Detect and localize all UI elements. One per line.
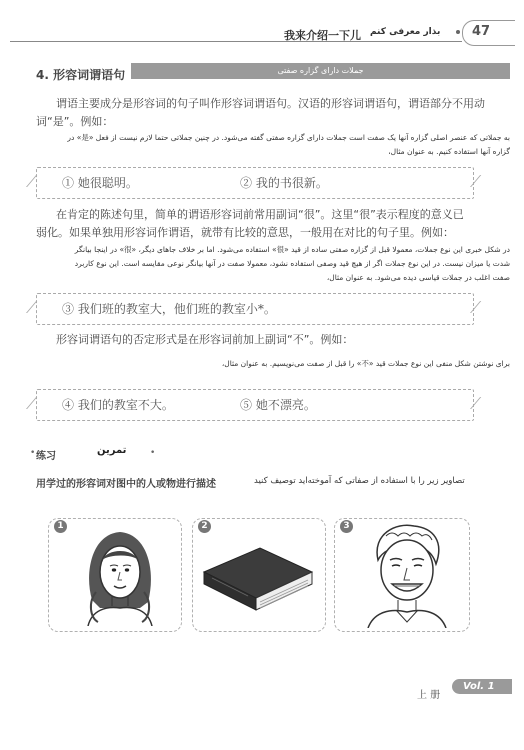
section-band-fa: جملات دارای گزاره صفتی — [277, 66, 364, 75]
practice-instruction-fa: تصاویر زیر را با استفاده از صفاتی که آموخته‌اید توصیف کنید — [254, 476, 465, 486]
header-title-fa: بذار معرفی کنم — [370, 27, 441, 37]
header-rule — [10, 41, 462, 42]
chevron-right-icon: ⟋ — [470, 298, 482, 317]
chevron-left-icon: ⟋ — [26, 172, 38, 191]
header-dot — [456, 30, 460, 34]
para1-fa-line1: به جملاتی که عنصر اصلی گزاره آنها یک صفت است جملات دارای گزاره صفتی گفته می‌شود. در چنین جملاتی حتما لازم نیست از فعل «是» در — [67, 133, 510, 142]
chevron-right-icon: ⟋ — [470, 172, 482, 191]
para1-zh-line2: 词“是”。例如： — [36, 115, 114, 128]
page-number: 47 — [472, 24, 491, 39]
picture-number-1: 1 — [54, 520, 67, 533]
picture-number-2: 2 — [198, 520, 211, 533]
example-5: ⑤ 她不漂亮。 — [240, 398, 316, 412]
smiling-man-icon — [356, 520, 456, 628]
footer-volume-zh: 上 册 — [417, 690, 441, 701]
book-icon — [198, 534, 318, 620]
practice-label-fa: تمرین — [97, 445, 127, 456]
chevron-left-icon: ⟋ — [26, 394, 38, 413]
para3-zh-line1: 形容词谓语句的否定形式是在形容词前加上副词“不”。例如： — [56, 333, 354, 346]
bullet-icon: • — [150, 448, 156, 458]
volume-label: Vol. 1 — [463, 681, 495, 692]
example-4: ④ 我们的教室不大。 — [62, 398, 174, 412]
para1-fa-line2: گزاره آنها استفاده کنیم. به عنوان مثال، — [388, 147, 510, 156]
para2-fa-line1: در شکل خبری این نوع جملات، معمولا قبل از گزاره صفتی ساده از قید «很» استفاده می‌شود. اما بر خلاف جاهای دیگر، «很» در اینجا بیانگر — [74, 245, 510, 254]
picture-number-3: 3 — [340, 520, 353, 533]
example-2: ② 我的书很新。 — [240, 176, 328, 190]
practice-label-zh: 练习 — [36, 451, 56, 462]
para2-fa-line2: شدت یا میزان نیست. در این نوع جملات اگر از هیچ قید وصفی استفاده نشود، معمولا صفت در آنها بیانگر نوعی مقایسه است. این نوع کاربرد — [74, 259, 510, 268]
header-title-zh: 我来介绍一下儿 — [284, 29, 361, 42]
para2-fa-line3: صفت اغلب در جملات قیاسی دیده می‌شود. به عنوان مثال، — [326, 273, 510, 282]
woman-portrait-icon — [70, 522, 170, 626]
practice-instruction-zh: 用学过的形容词对图中的人或物进行描述 — [36, 479, 216, 490]
section-band — [131, 63, 510, 79]
example-1: ① 她很聪明。 — [62, 176, 138, 190]
bullet-icon: • — [30, 448, 36, 458]
chevron-left-icon: ⟋ — [26, 298, 38, 317]
section-title: 4. 形容词谓语句 — [36, 68, 126, 82]
para2-zh-line1: 在肯定的陈述句里，简单的谓语形容词前常用副词“很”。这里“很”表示程度的意义已 — [56, 208, 464, 221]
chevron-right-icon: ⟋ — [470, 394, 482, 413]
example-3: ③ 我们班的教室大，他们班的教室小*。 — [62, 302, 276, 316]
para1-zh-line1: 谓语主要成分是形容词的句子叫作形容词谓语句。汉语的形容词谓语句，谓语部分不用动 — [56, 97, 485, 110]
para3-fa-line1: برای نوشتن شکل منفی این نوع جملات قید «不» را قبل از صفت می‌نویسیم. به عنوان مثال، — [221, 359, 510, 368]
para2-zh-line2: 弱化。如果单独用形容词作谓语，就带有比较的意思，一般用在对比的句子里。例如： — [36, 226, 454, 239]
